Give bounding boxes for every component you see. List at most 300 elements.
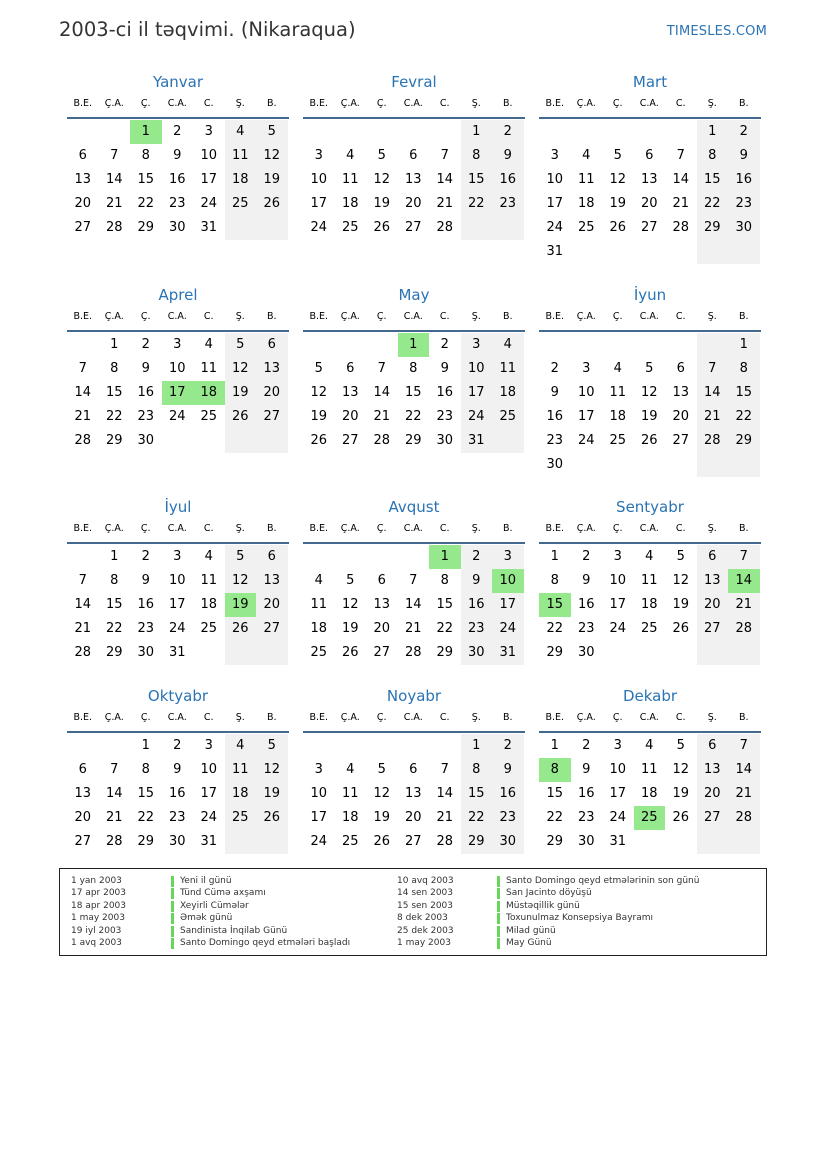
weekday-label: B.E. [545, 311, 565, 322]
legend-date: 19 iyl 2003 [71, 925, 122, 936]
day-cell: 11 [640, 762, 658, 777]
weekday-label: B. [502, 523, 513, 534]
day-cell: 22 [436, 621, 454, 636]
day-cell: 30 [546, 457, 564, 472]
day-cell: 9 [492, 758, 524, 782]
day-cell: 29 [461, 830, 493, 854]
day-cell: 14 [74, 597, 92, 612]
day-cell: 5 [256, 120, 288, 144]
weekday-label: B.E. [309, 98, 329, 109]
day-cell: 16 [492, 782, 524, 806]
day-cell: 2 [582, 738, 591, 753]
day-cell: 28 [436, 220, 454, 235]
day-cell: 7 [110, 762, 119, 777]
day-cell: 14 [373, 385, 391, 400]
weekday-label: C. [203, 311, 214, 322]
day-cell: 29 [137, 834, 155, 849]
weekday-label: Ş. [235, 311, 245, 322]
empty-cell [602, 453, 634, 477]
weekday-label: C.A. [403, 311, 423, 322]
legend-right-column [397, 875, 699, 949]
day-cell: 21 [672, 196, 690, 211]
day-cell: 11 [200, 573, 218, 588]
empty-cell [571, 240, 603, 264]
day-cell: 2 [173, 124, 182, 139]
day-cell: 31 [168, 645, 186, 660]
day-cell: 19 [310, 409, 328, 424]
legend-row [397, 937, 699, 949]
day-cell: 15 [546, 786, 564, 801]
empty-cell [697, 830, 729, 854]
day-cell: 9 [492, 144, 524, 168]
empty-cell [697, 240, 729, 264]
day-cell: 9 [173, 148, 182, 163]
day-cell: 2 [141, 337, 150, 352]
day-cell: 26 [640, 433, 658, 448]
day-grid [67, 333, 289, 453]
weekday-label: C. [439, 311, 450, 322]
day-cell: 23 [492, 806, 524, 830]
day-cell: 23 [546, 433, 564, 448]
day-cell: 8 [141, 762, 150, 777]
day-cell: 17 [461, 381, 493, 405]
day-cell: 13 [256, 569, 288, 593]
day-cell: 15 [137, 172, 155, 187]
day-cell: 9 [141, 361, 150, 376]
day-cell: 8 [110, 361, 119, 376]
legend-row [71, 937, 350, 949]
legend-row [71, 900, 350, 912]
day-cell: 5 [346, 573, 355, 588]
day-cell: 11 [341, 786, 359, 801]
day-cell: 25 [225, 806, 257, 830]
weekday-label: C.A. [639, 523, 659, 534]
day-cell: 3 [314, 148, 323, 163]
day-cell: 10 [168, 573, 186, 588]
weekday-label: Ç.A. [576, 98, 596, 109]
day-cell: 11 [310, 597, 328, 612]
day-cell: 11 [225, 144, 257, 168]
legend-holiday-name: Santo Domingo qeyd etmələrinin son günü [506, 876, 700, 886]
day-cell: 1 [550, 549, 559, 564]
day-cell: 12 [672, 762, 690, 777]
day-cell: 29 [137, 220, 155, 235]
empty-cell [398, 545, 430, 569]
month-title: İyul [164, 498, 192, 516]
empty-cell [728, 240, 760, 264]
day-cell: 26 [373, 834, 391, 849]
day-cell: 7 [440, 148, 449, 163]
legend-holiday-name: Yeni il günü [180, 876, 232, 886]
day-cell: 12 [225, 569, 257, 593]
empty-cell [665, 453, 697, 477]
day-cell: 9 [582, 762, 591, 777]
day-cell: 5 [225, 333, 257, 357]
day-cell: 22 [105, 621, 123, 636]
month-7 [303, 497, 525, 665]
day-cell: 29 [697, 216, 729, 240]
day-cell: 18 [640, 597, 658, 612]
day-cell: 25 [310, 645, 328, 660]
weekday-label: Ş. [471, 712, 481, 723]
day-cell: 21 [436, 810, 454, 825]
day-cell: 8 [461, 758, 493, 782]
day-cell: 15 [137, 786, 155, 801]
day-cell: 20 [74, 196, 92, 211]
day-cell: 19 [672, 597, 690, 612]
day-cell: 25 [225, 192, 257, 216]
weekday-label: Ş. [707, 98, 717, 109]
legend-date: 1 may 2003 [71, 913, 125, 924]
day-cell: 5 [225, 545, 257, 569]
day-cell: 16 [577, 597, 595, 612]
legend-row [397, 912, 699, 924]
day-cell: 14 [697, 381, 729, 405]
empty-cell [67, 333, 99, 357]
month-10 [303, 686, 525, 854]
day-cell: 23 [728, 192, 760, 216]
weekday-label: Ç. [612, 523, 623, 534]
day-cell: 9 [728, 144, 760, 168]
day-cell: 3 [314, 762, 323, 777]
month-4 [303, 285, 525, 453]
day-cell: 16 [492, 168, 524, 192]
legend-date: 18 apr 2003 [71, 900, 127, 911]
day-cell: 31 [200, 834, 218, 849]
day-cell: 20 [404, 196, 422, 211]
legend-holiday-name: Müstəqillik günü [506, 900, 580, 911]
day-cell: 23 [461, 617, 493, 641]
day-cell: 6 [346, 361, 355, 376]
weekday-header [67, 95, 289, 119]
day-cell: 10 [461, 357, 493, 381]
day-cell: 13 [341, 385, 359, 400]
day-cell: 9 [173, 762, 182, 777]
empty-cell [429, 734, 461, 758]
day-cell: 10 [609, 573, 627, 588]
holiday-marker [171, 926, 174, 937]
weekday-label: B. [266, 712, 277, 723]
day-cell: 26 [672, 621, 690, 636]
day-cell: 22 [728, 405, 760, 429]
day-grid [303, 545, 525, 665]
day-cell: 13 [74, 786, 92, 801]
month-title: May [398, 286, 430, 304]
day-cell: 12 [373, 786, 391, 801]
weekday-label: Ç. [376, 712, 387, 723]
weekday-label: B. [502, 311, 513, 322]
day-cell: 8 [141, 148, 150, 163]
empty-cell [602, 240, 634, 264]
day-cell: 2 [728, 120, 760, 144]
empty-cell [303, 120, 335, 144]
weekday-label: C. [439, 712, 450, 723]
day-grid [539, 545, 761, 665]
month-2 [539, 72, 761, 264]
empty-cell [634, 333, 666, 357]
month-9 [67, 686, 289, 854]
day-cell: 8 [697, 144, 729, 168]
day-cell: 13 [74, 172, 92, 187]
day-cell: 7 [440, 762, 449, 777]
day-cell: 2 [582, 549, 591, 564]
empty-cell [665, 120, 697, 144]
day-cell: 13 [672, 385, 690, 400]
legend-row [71, 875, 350, 887]
month-title: Dekabr [622, 687, 678, 705]
legend-date: 1 may 2003 [397, 937, 451, 948]
day-cell: 19 [225, 381, 257, 405]
day-cell: 25 [609, 433, 627, 448]
day-cell: 1 [398, 333, 430, 357]
empty-cell [67, 545, 99, 569]
day-cell: 15 [461, 168, 493, 192]
day-cell: 2 [141, 549, 150, 564]
day-cell: 9 [440, 361, 449, 376]
day-cell: 12 [672, 573, 690, 588]
empty-cell [398, 734, 430, 758]
day-cell: 11 [577, 172, 595, 187]
empty-cell [571, 453, 603, 477]
day-cell: 1 [110, 549, 119, 564]
legend-date: 8 dek 2003 [397, 913, 448, 924]
day-cell: 28 [436, 834, 454, 849]
day-cell: 25 [341, 834, 359, 849]
day-cell: 12 [373, 172, 391, 187]
day-cell: 15 [697, 168, 729, 192]
weekday-label: Ç. [376, 98, 387, 109]
day-cell: 9 [582, 573, 591, 588]
day-cell: 20 [404, 810, 422, 825]
day-cell: 1 [697, 120, 729, 144]
day-cell: 18 [609, 409, 627, 424]
month-title: Yanvar [152, 73, 204, 91]
day-cell: 3 [613, 738, 622, 753]
day-cell: 17 [492, 593, 524, 617]
day-cell: 24 [609, 810, 627, 825]
day-cell: 6 [409, 762, 418, 777]
month-5 [539, 285, 761, 477]
day-cell: 14 [105, 786, 123, 801]
empty-cell [634, 641, 666, 665]
day-cell: 29 [436, 645, 454, 660]
empty-cell [539, 333, 571, 357]
day-cell: 18 [200, 597, 218, 612]
empty-cell [303, 734, 335, 758]
weekday-label: Ç.A. [340, 311, 360, 322]
weekday-label: Ç. [376, 523, 387, 534]
day-cell: 13 [404, 172, 422, 187]
weekday-label: C. [675, 712, 686, 723]
weekday-label: B.E. [73, 98, 93, 109]
page-title: 2003-ci il təqvimi. (Nikaraqua) [59, 18, 356, 41]
day-cell: 7 [110, 148, 119, 163]
day-cell: 27 [697, 617, 729, 641]
empty-cell [602, 333, 634, 357]
empty-cell [602, 120, 634, 144]
weekday-label: Ş. [707, 311, 717, 322]
legend-row [397, 875, 699, 887]
weekday-label: Ş. [707, 712, 717, 723]
day-cell: 22 [697, 192, 729, 216]
day-cell: 2 [173, 738, 182, 753]
empty-cell [99, 120, 131, 144]
day-cell: 19 [256, 168, 288, 192]
month-title: Oktyabr [147, 687, 209, 705]
day-cell: 17 [200, 786, 218, 801]
day-grid [539, 734, 761, 854]
month-title: Avqust [388, 498, 440, 516]
day-cell: 16 [168, 172, 186, 187]
day-cell: 10 [609, 762, 627, 777]
day-cell: 12 [640, 385, 658, 400]
legend-holiday-name: Sandinista İnqilab Günü [180, 925, 288, 936]
day-cell: 14 [74, 385, 92, 400]
weekday-label: C. [675, 523, 686, 534]
empty-cell [256, 830, 288, 854]
day-cell: 20 [697, 593, 729, 617]
legend-row [71, 925, 350, 937]
day-cell: 12 [225, 357, 257, 381]
day-cell: 12 [341, 597, 359, 612]
day-cell: 20 [341, 409, 359, 424]
weekday-label: B.E. [545, 98, 565, 109]
day-cell: 1 [728, 333, 760, 357]
weekday-header [539, 520, 761, 544]
day-cell: 3 [204, 124, 213, 139]
empty-cell [461, 216, 493, 240]
weekday-label: Ç.A. [340, 712, 360, 723]
day-cell: 4 [346, 762, 355, 777]
day-cell: 22 [546, 810, 564, 825]
weekday-header [67, 709, 289, 733]
weekday-header [67, 308, 289, 332]
day-cell: 28 [105, 834, 123, 849]
day-cell: 23 [577, 810, 595, 825]
empty-cell [728, 453, 760, 477]
day-cell: 6 [78, 148, 87, 163]
day-cell: 21 [697, 405, 729, 429]
day-cell: 24 [609, 621, 627, 636]
day-cell: 6 [697, 734, 729, 758]
weekday-label: Ç.A. [104, 523, 124, 534]
holiday-marker [497, 901, 500, 912]
day-cell: 20 [697, 782, 729, 806]
day-cell: 23 [137, 621, 155, 636]
weekday-label: Ç. [612, 712, 623, 723]
empty-cell [366, 545, 398, 569]
day-cell: 2 [492, 120, 524, 144]
weekday-label: Ç. [140, 311, 151, 322]
day-cell: 26 [672, 810, 690, 825]
day-cell: 27 [256, 405, 288, 429]
weekday-label: Ç.A. [340, 98, 360, 109]
day-cell: 28 [74, 645, 92, 660]
day-cell: 13 [697, 569, 729, 593]
day-cell: 30 [577, 645, 595, 660]
day-cell: 30 [168, 220, 186, 235]
day-cell: 25 [492, 405, 524, 429]
day-cell: 3 [582, 361, 591, 376]
day-cell: 21 [74, 409, 92, 424]
day-cell: 16 [577, 786, 595, 801]
weekday-label: B. [502, 712, 513, 723]
day-cell: 27 [74, 220, 92, 235]
day-cell: 17 [546, 196, 564, 211]
weekday-header [303, 709, 525, 733]
day-cell: 4 [225, 734, 257, 758]
day-cell: 27 [672, 433, 690, 448]
day-cell: 26 [310, 433, 328, 448]
day-cell: 14 [436, 172, 454, 187]
day-cell: 18 [193, 381, 225, 405]
empty-cell [665, 641, 697, 665]
month-title: Fevral [391, 73, 437, 91]
legend-date: 15 sen 2003 [397, 900, 454, 911]
empty-cell [602, 641, 634, 665]
holiday-marker [497, 876, 500, 887]
brand-link[interactable]: TIMESLES.COM [666, 24, 767, 39]
day-cell: 30 [461, 641, 493, 665]
day-cell: 29 [105, 645, 123, 660]
weekday-label: Ç.A. [576, 311, 596, 322]
weekday-label: Ç. [140, 712, 151, 723]
day-cell: 22 [461, 192, 493, 216]
empty-cell [398, 120, 430, 144]
empty-cell [429, 120, 461, 144]
day-cell: 21 [373, 409, 391, 424]
day-cell: 16 [137, 385, 155, 400]
day-cell: 20 [373, 621, 391, 636]
day-cell: 24 [461, 405, 493, 429]
day-cell: 2 [461, 545, 493, 569]
day-grid [303, 333, 525, 453]
day-cell: 5 [377, 148, 386, 163]
legend-date: 1 yan 2003 [71, 876, 122, 886]
legend-date: 1 avq 2003 [71, 937, 122, 948]
day-cell: 15 [461, 782, 493, 806]
empty-cell [366, 734, 398, 758]
day-cell: 27 [373, 645, 391, 660]
day-cell: 20 [640, 196, 658, 211]
day-cell: 1 [141, 738, 150, 753]
day-cell: 27 [74, 834, 92, 849]
legend-date: 10 avq 2003 [397, 876, 454, 886]
day-cell: 16 [461, 593, 493, 617]
day-cell: 25 [341, 220, 359, 235]
weekday-label: Ş. [235, 98, 245, 109]
weekday-label: Ç.A. [104, 98, 124, 109]
day-cell: 5 [676, 549, 685, 564]
day-cell: 7 [728, 545, 760, 569]
day-cell: 22 [546, 621, 564, 636]
weekday-label: Ç. [612, 311, 623, 322]
day-cell: 5 [377, 762, 386, 777]
day-cell: 4 [314, 573, 323, 588]
empty-cell [335, 120, 367, 144]
day-cell: 4 [645, 549, 654, 564]
month-8 [539, 497, 761, 665]
day-cell: 30 [168, 834, 186, 849]
holiday-marker [171, 901, 174, 912]
day-cell: 11 [492, 357, 524, 381]
day-cell: 24 [310, 834, 328, 849]
day-cell: 8 [440, 573, 449, 588]
weekday-label: C.A. [167, 523, 187, 534]
day-cell: 9 [141, 573, 150, 588]
day-cell: 15 [105, 597, 123, 612]
day-cell: 6 [676, 361, 685, 376]
